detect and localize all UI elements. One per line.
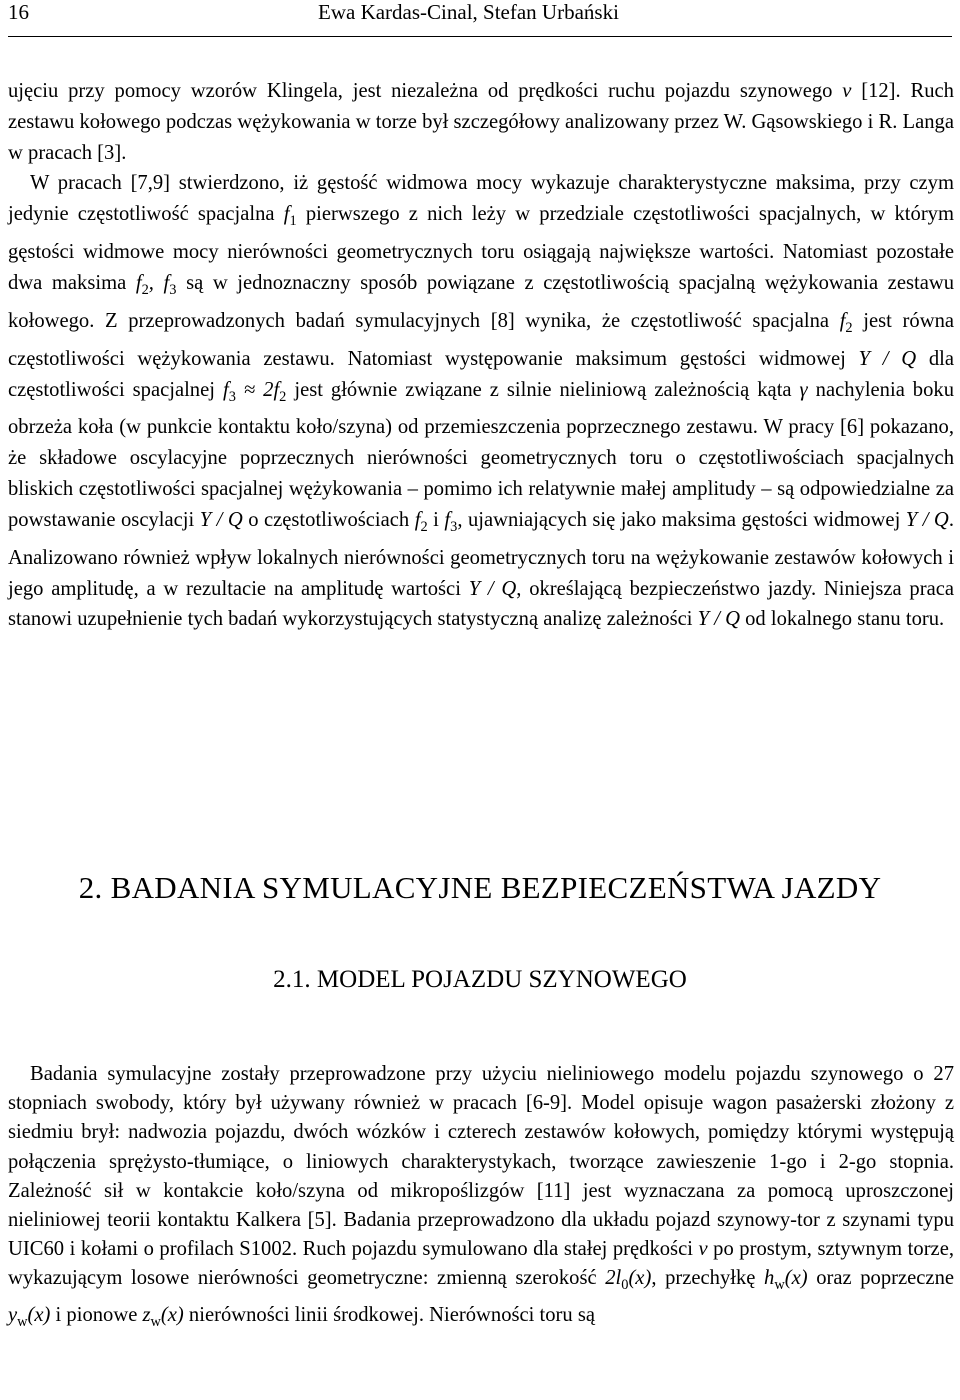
- math-y-over-q: Y / Q: [858, 347, 917, 370]
- paragraph-continuation: [8, 76, 954, 168]
- math-subscript: w: [150, 1313, 161, 1330]
- math-y-over-q: Y / Q: [199, 508, 243, 531]
- math-f2: [414, 508, 428, 535]
- math-subscript: 2: [845, 319, 853, 336]
- math-symbol: f: [444, 508, 451, 531]
- text-run: po prostym, sztywnym torze, wykazującym losowe nierówności geometryczne: zmienną szerokość: [8, 1238, 954, 1290]
- math-y-over-q: Y / Q: [905, 508, 949, 531]
- math-f2: [839, 309, 853, 336]
- page-header: [8, 0, 952, 30]
- math-symbol: f: [839, 309, 846, 332]
- text-run: jest równa częstotliwości wężykowania zestawu. Natomiast występowanie maksimum gęstości widmowej: [8, 309, 955, 370]
- math-vertical: [142, 1303, 184, 1330]
- running-head-authors: Ewa Kardas-Cinal, Stefan Urbański: [318, 0, 619, 24]
- math-argument: (x): [160, 1303, 184, 1326]
- math-subscript: 2: [420, 518, 428, 535]
- text-run: i: [427, 508, 445, 531]
- text-run: od lokalnego stanu toru.: [739, 608, 945, 631]
- math-subscript: 0: [621, 1277, 629, 1294]
- math-cant: [764, 1267, 808, 1294]
- text-run: jest głównie związane z silnie nieliniową zależnością kąta: [286, 378, 800, 401]
- page-number: 16: [8, 0, 29, 24]
- math-symbol: 2l: [605, 1267, 622, 1290]
- math-f3-approx-2f2: [222, 378, 287, 405]
- text-run: W pracach [7,9] stwierdzono, iż gęstość widmowa mocy wykazuje charakterystyczne maksima, przy czym jedynie częstotliwość spacjalna: [8, 172, 954, 226]
- text-run: ujęciu przy pomocy wzorów Klingela, jest niezależna od prędkości ruchu pojazdu szynowego: [8, 80, 843, 102]
- math-gauge: [605, 1267, 652, 1294]
- text-run: , określającą bezpieczeństwo jazdy. Niniejsza praca stanowi uzupełnienie tych badań wykorzystujących statystyczną analizę zależności: [8, 577, 954, 631]
- math-lateral: [8, 1303, 51, 1330]
- math-approx: ≈ 2: [235, 378, 274, 401]
- paragraph-spectral-maxima: [8, 168, 954, 635]
- math-subscript: 1: [289, 213, 297, 230]
- text-run: , przechyłkę: [651, 1267, 765, 1290]
- text-run: nierówności linii środkowej. Nierówności toru są: [183, 1303, 596, 1326]
- main-text: [8, 76, 954, 635]
- paragraph-vehicle-model: [8, 1060, 954, 1337]
- text-run: [12]. Ruch zestawu kołowego podczas wężykowania w torze był szczegółowy analizowany przez W. Gąsowskiego i R. Langa w pracach [3].: [8, 80, 954, 164]
- text-run: oraz poprzeczne: [807, 1267, 955, 1290]
- section-heading: 2. BADANIA SYMULACYJNE BEZPIECZEŃSTWA JAZDY: [78, 870, 882, 905]
- math-subscript: 2: [141, 282, 149, 298]
- math-symbol: f: [273, 378, 280, 401]
- math-symbol: f: [163, 271, 170, 294]
- math-symbol: f: [414, 508, 421, 531]
- text-run: o częstotliwościach: [242, 508, 415, 531]
- header-rule: [8, 36, 952, 37]
- math-symbol: f: [283, 203, 290, 226]
- math-y-over-q: Y / Q: [468, 577, 517, 600]
- math-argument: (x): [27, 1303, 51, 1326]
- math-subscript: w: [774, 1277, 785, 1294]
- math-f3: [444, 508, 458, 535]
- text-run: są w jednoznaczny sposób powiązane z częstotliwością spacjalną wężykowania zestawu kołowego. Z przeprowadzonych badań symulacyjnych [8] wynika, że częstotliwość spacjalna: [8, 271, 954, 332]
- text-run: pierwszego z nich leży w przedziale częstotliwości spacjalnych, w którym gęstości widmowe mocy nierówności geometrycznych toru osiągają największe wartości. Natomiast pozostałe dwa maksima: [8, 203, 954, 294]
- math-subscript: 2: [279, 388, 287, 405]
- math-argument: (x): [784, 1267, 808, 1290]
- model-text: [8, 1060, 954, 1337]
- text-run: Badania symulacyjne zostały przeprowadzone przy użyciu nieliniowego modelu pojazdu szynowego o 27 stopniach swobody, który był używany również w pracach [6-9]. Model opisuje wagon pasażerski złożony z siedmiu brył: nadwozia pojazdu, dwóch wózków i czterech zestawów kołowych, pomiędzy którymi występują połączenia sprężysto-tłumiące, o liniowych charakterystykach, tworzące zawieszenie 1-go i 2-go stopnia. Zależność sił w kontakcie koło/szyna od mikropoślizgów [11] jest wyznaczana za pomocą uproszczonej nieliniowej teorii kontaktu Kalkera [5]. Badania przeprowadzono dla układu pojazd szynowy-tor z szynami typu UIC60 i kołami o profilach S1002. Ruch pojazdu symulowano dla stałej prędkości: [8, 1063, 954, 1261]
- subsection-heading: 2.1. MODEL POJAZDU SZYNOWEGO: [273, 966, 687, 993]
- math-subscript: w: [17, 1313, 28, 1330]
- math-symbol: f: [135, 271, 142, 294]
- math-symbol: h: [764, 1267, 775, 1290]
- text-run: , ujawniających się jako maksima gęstości widmowej: [457, 508, 906, 531]
- math-y-over-q: Y / Q: [697, 608, 740, 631]
- math-subscript: 3: [450, 518, 458, 535]
- math-subscript: 3: [169, 282, 177, 298]
- text-run: i pionowe: [50, 1303, 143, 1326]
- math-comma: ,: [148, 271, 164, 294]
- math-symbol: y: [8, 1303, 18, 1326]
- math-symbol: f: [222, 378, 229, 401]
- math-subscript: 3: [228, 388, 236, 405]
- math-velocity: v: [842, 80, 852, 102]
- math-f2-f3: [135, 271, 177, 298]
- text-run: dla częstotliwości spacjalnej: [8, 347, 954, 401]
- math-velocity: v: [698, 1238, 708, 1261]
- math-f1: [283, 203, 297, 230]
- text-run: . Analizowano również wpływ lokalnych nierówności geometrycznych toru na wężykowanie zestawów kołowych i jego amplitudę, a w rezultacie na amplitudę wartości: [8, 508, 954, 600]
- math-gamma: γ: [799, 378, 808, 401]
- math-argument: (x): [628, 1267, 652, 1290]
- text-run: nachylenia boku obrzeża koła (w punkcie kontaktu koło/szyna) od przemieszczenia poprzecznego zestawu. W pracy [6] pokazano, że składowe oscylacyjne poprzecznych nierówności geometrycznych toru o częstotliwościach spacjalnych bliskich częstotliwości spacjalnej wężykowania – pomimo ich relatywnie małej amplitudy – są odpowiedzialne za powstawanie oscylacji: [8, 378, 954, 531]
- math-symbol: z: [142, 1303, 151, 1326]
